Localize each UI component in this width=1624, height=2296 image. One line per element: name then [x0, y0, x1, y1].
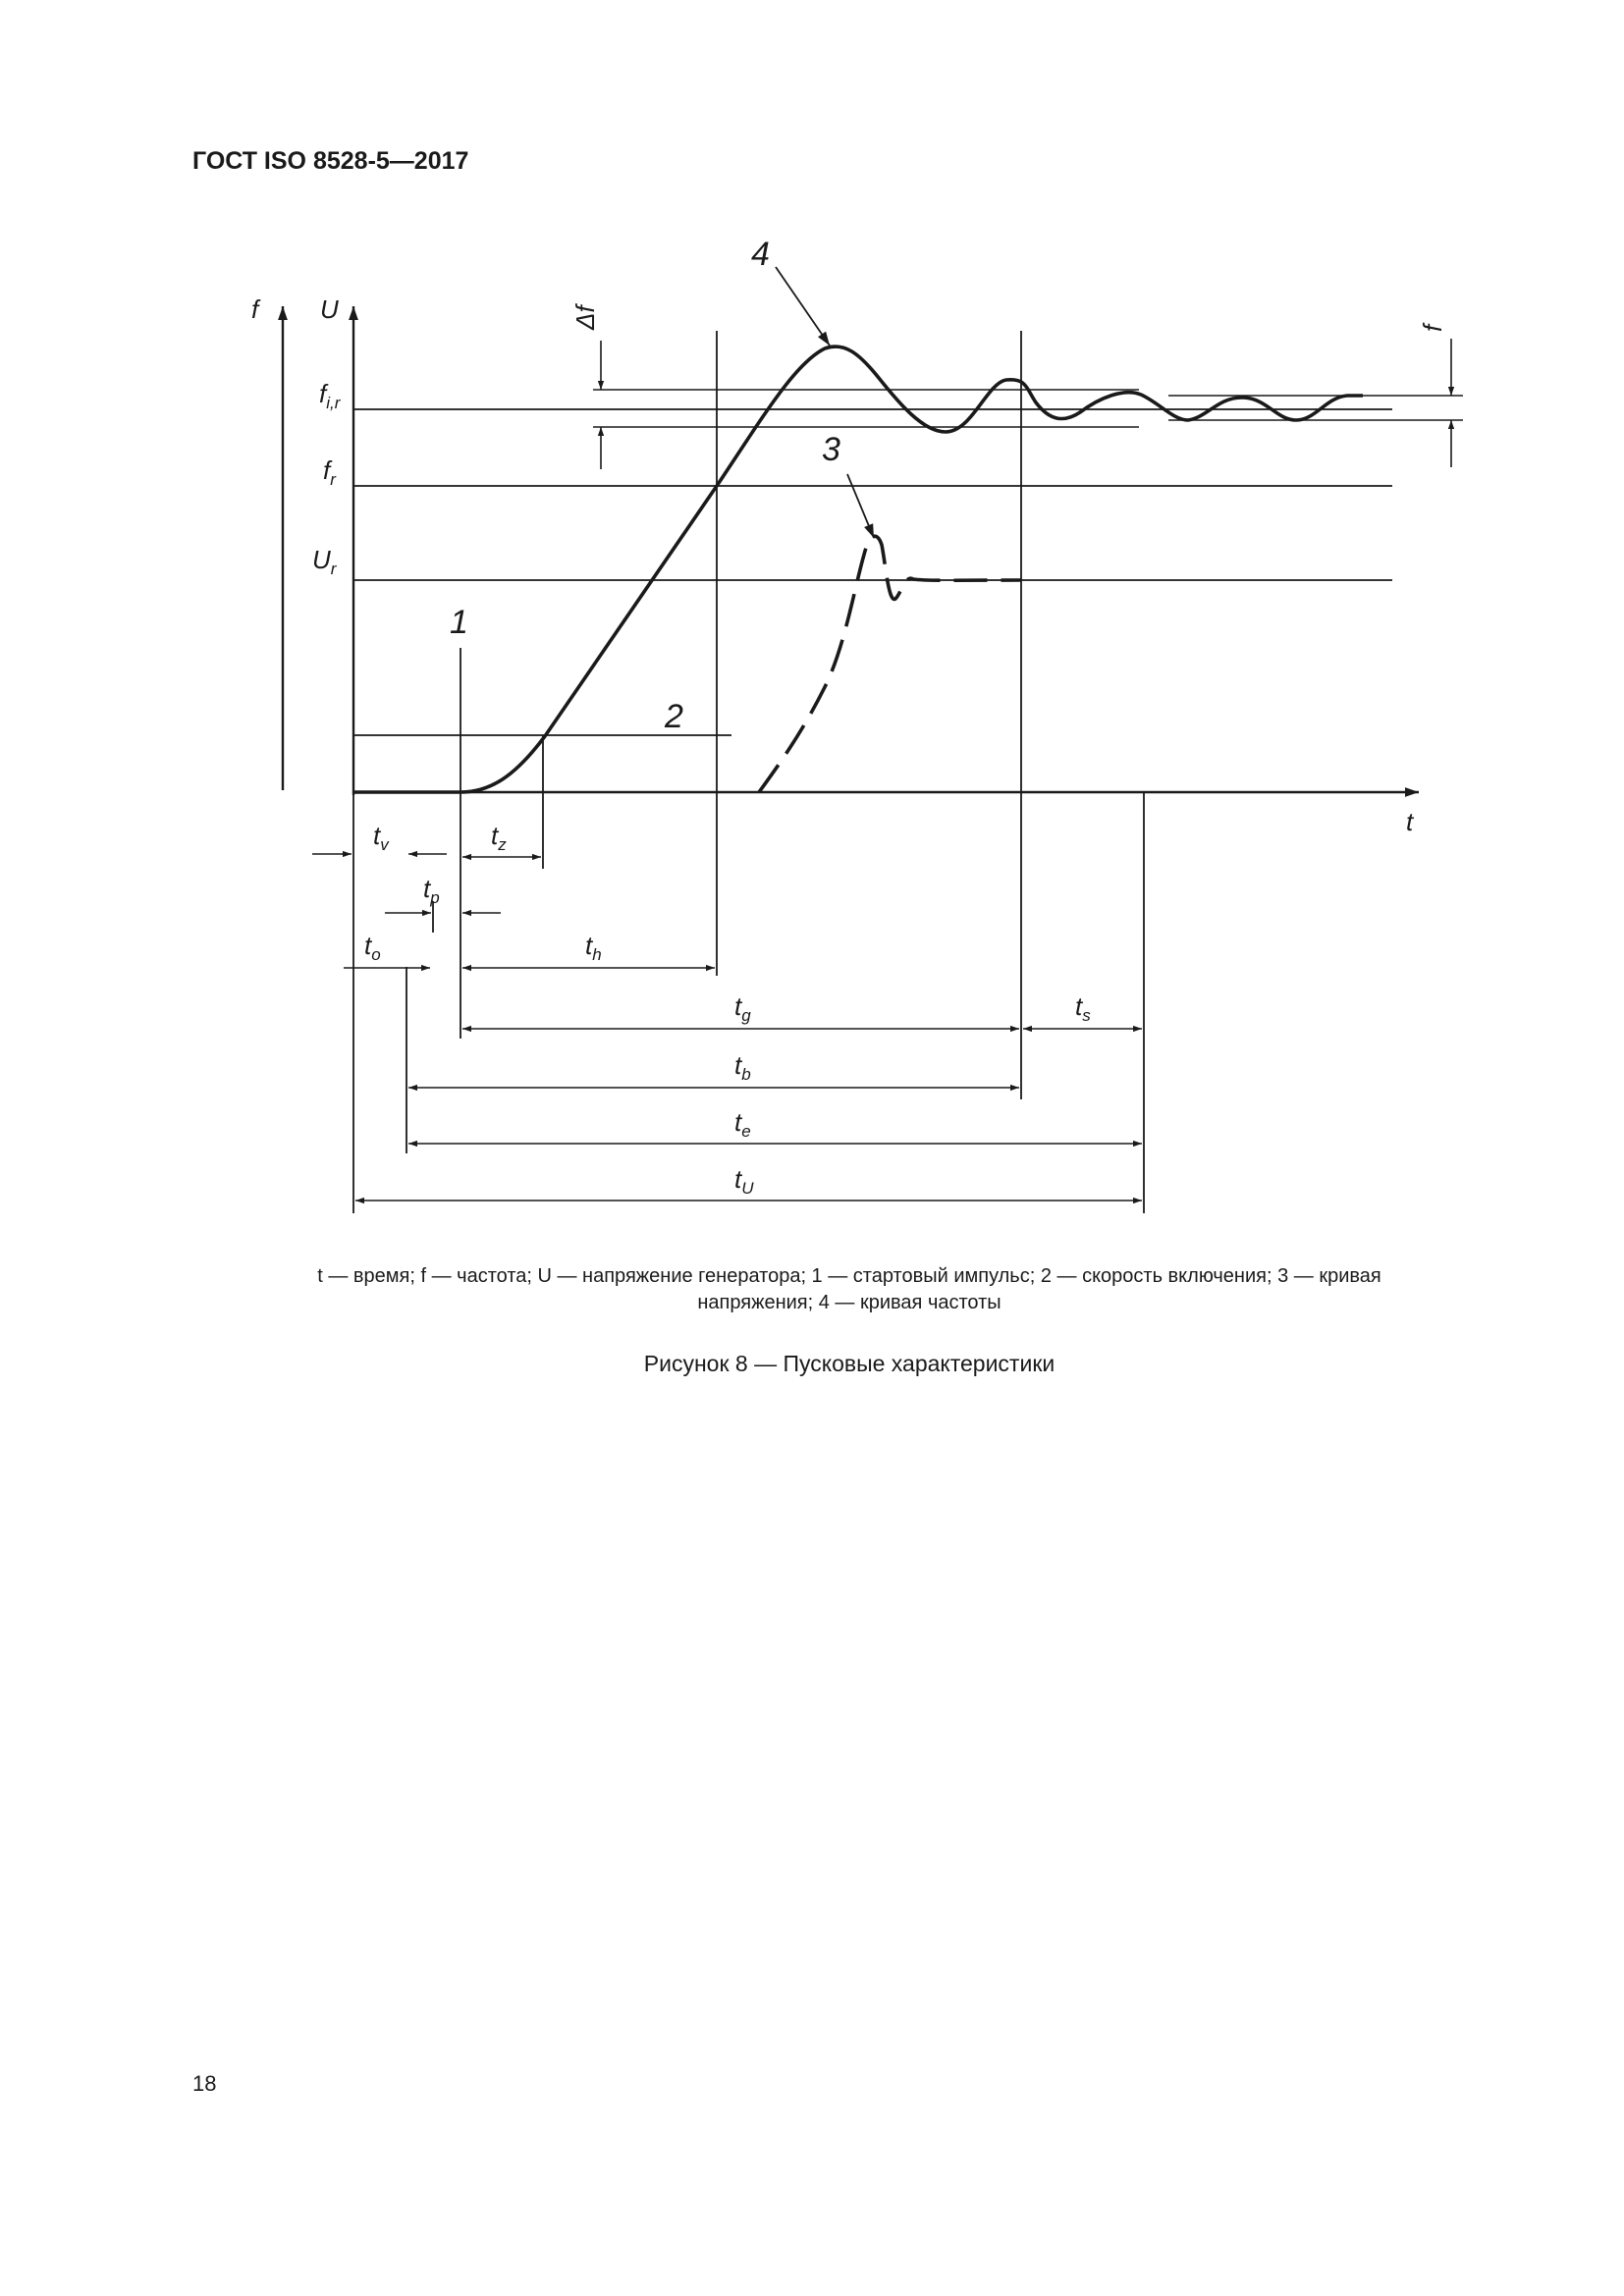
- voltage-curve: [759, 536, 1021, 792]
- legend-line-2: напряжения; 4 — кривая частоты: [697, 1292, 1001, 1313]
- th-label: $t_h$: [585, 931, 602, 964]
- tu-label: $t_U$: [734, 1164, 754, 1198]
- figure-legend: [245, 1263, 1453, 1316]
- fir-label: $f_{i,r}$: [319, 379, 341, 412]
- page-number: 18: [192, 2071, 217, 2096]
- callout-2: 2: [665, 698, 683, 735]
- callout-3: 3: [822, 431, 840, 468]
- document-header: ГОСТ ISO 8528-5—2017: [192, 147, 469, 175]
- te-label: $t_e$: [734, 1107, 751, 1141]
- figure-caption: Рисунок 8 — Пусковые характеристики: [643, 1351, 1056, 1376]
- tb-label: $t_b$: [734, 1050, 751, 1084]
- f-axis-label: f: [251, 294, 259, 324]
- callout-4: 4: [751, 236, 770, 273]
- callout-4-arrow: [776, 267, 830, 346]
- fr-label: $f_r$: [323, 455, 336, 489]
- tz-label: $t_z$: [491, 821, 507, 854]
- to-label: $t_o$: [364, 931, 381, 964]
- delta-f-label: Δf: [570, 305, 600, 330]
- tv-label: $t_v$: [373, 821, 389, 854]
- t-axis-label: t: [1406, 807, 1414, 836]
- f-tolerance-label: f: [1418, 324, 1447, 332]
- u-axis-label: U: [320, 294, 339, 324]
- ts-label: $t_s$: [1075, 991, 1091, 1025]
- callout-3-arrow: [847, 474, 874, 538]
- tp-label: $t_p$: [423, 874, 440, 907]
- callout-1: 1: [450, 604, 468, 641]
- legend-line-1: t — время; f — частота; U — напряжение генератора; 1 — стартовый импульс; 2 — скорость включения; 3 — кривая: [317, 1265, 1381, 1287]
- tg-label: $t_g$: [734, 991, 751, 1025]
- frequency-curve: [353, 347, 1363, 792]
- ur-label: $U_r$: [312, 545, 337, 578]
